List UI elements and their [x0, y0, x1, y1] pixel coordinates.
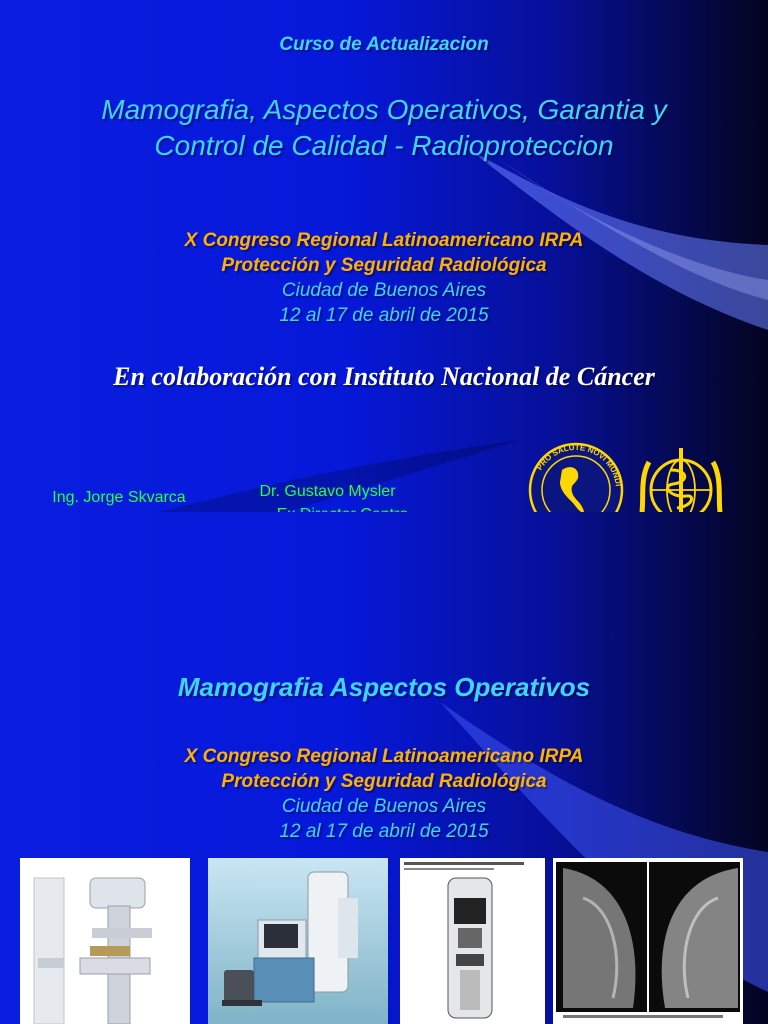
collaboration-line: En colaboración con Instituto Nacional de Cáncer	[113, 362, 655, 391]
mammography-workstation-photo	[208, 858, 388, 1024]
congress-block-2	[0, 744, 768, 844]
document-figure-photo	[400, 858, 545, 1024]
slide-2	[0, 512, 768, 1024]
title-line-1: Mamografia, Aspectos Operativos, Garantia y	[101, 94, 667, 125]
speaker-1-name: Ing. Jorge Skvarca	[52, 489, 186, 506]
congress-subtitle-2: Protección y Seguridad Radiológica	[221, 771, 547, 792]
slide-title	[0, 92, 768, 164]
speaker-2-name: Dr. Gustavo Mysler	[259, 483, 396, 500]
slide-2-title: Mamografia Aspectos Operativos	[177, 672, 591, 702]
congress-name-2: X Congreso Regional Latinoamericano IRPA	[184, 746, 584, 767]
congress-dates: 12 al 17 de abril de 2015	[279, 305, 489, 326]
congress-subtitle: Protección y Seguridad Radiológica	[221, 255, 547, 276]
course-label: Curso de Actualizacion	[279, 34, 489, 55]
congress-dates-2: 12 al 17 de abril de 2015	[279, 821, 489, 842]
svg-text:PRO SALUTE NOVI MUNDI: PRO SALUTE NOVI MUNDI	[534, 442, 623, 487]
congress-city-2: Ciudad de Buenos Aires	[281, 796, 487, 817]
congress-name: X Congreso Regional Latinoamericano IRPA	[184, 230, 584, 251]
congress-block	[0, 228, 768, 328]
mammography-unit-photo	[20, 858, 190, 1024]
congress-city: Ciudad de Buenos Aires	[281, 280, 487, 301]
title-line-2: Control de Calidad - Radioproteccion	[154, 130, 614, 161]
mammogram-xray-photo	[553, 858, 743, 1024]
